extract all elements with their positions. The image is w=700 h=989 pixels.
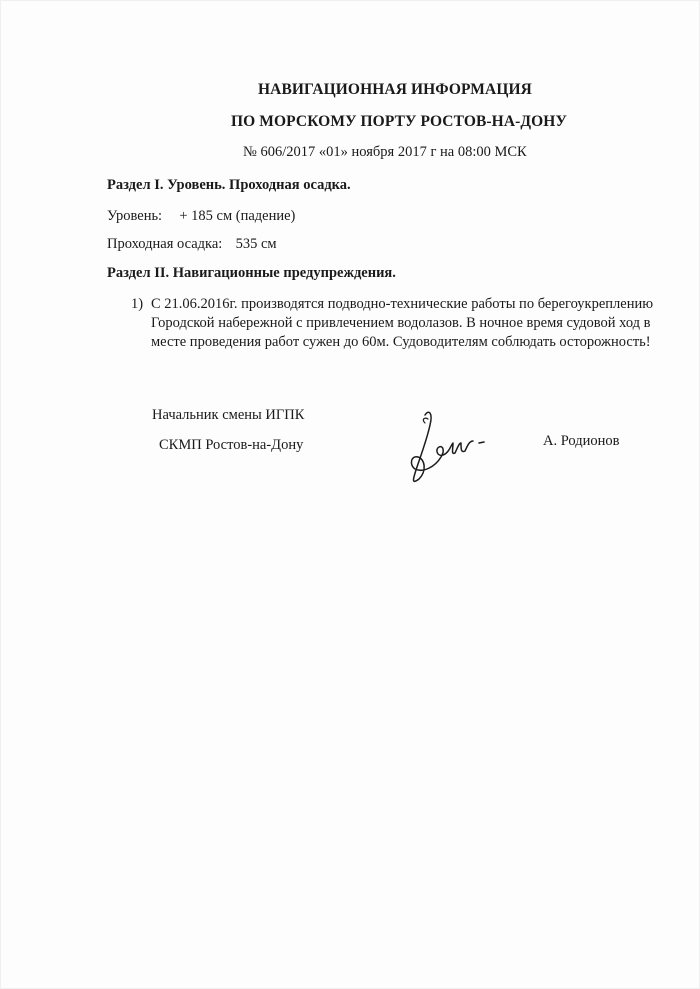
document-title-line1: НАВИГАЦИОННАЯ ИНФОРМАЦИЯ (258, 81, 532, 98)
water-level-row (107, 208, 295, 225)
document-title-line2: ПО МОРСКОМУ ПОРТУ РОСТОВ-НА-ДОНУ (231, 113, 567, 130)
warning-item-line: Городской набережной с привлечением водолазов. В ночное время судовой ход в (151, 315, 651, 331)
draft-value: 535 см (235, 236, 277, 252)
draft-row (107, 236, 277, 253)
handwritten-signature (403, 405, 498, 490)
water-level-value: + 185 см (падение) (179, 208, 296, 224)
warning-item-line: С 21.06.2016г. производятся подводно-технические работы по берегоукреплению (151, 296, 654, 312)
draft-label: Проходная осадка: (107, 236, 223, 252)
section1-title: Раздел I. Уровень. Проходная осадка. (107, 177, 351, 193)
warning-item-line: месте проведения работ сужен до 60м. Судоводителям соблюдать осторожность! (151, 334, 651, 350)
issue-number-line: № 606/2017 «01» ноября 2017 г на 08:00 МСК (243, 144, 527, 160)
signoff-name: А. Родионов (543, 433, 620, 449)
signoff-position-line1: Начальник смены ИГПК (152, 407, 305, 423)
warning-item-number: 1) (131, 296, 144, 312)
signoff-position-line2: СКМП Ростов-на-Дону (159, 437, 304, 453)
water-level-label: Уровень: (107, 208, 163, 224)
section2-title: Раздел II. Навигационные предупреждения. (107, 265, 396, 281)
